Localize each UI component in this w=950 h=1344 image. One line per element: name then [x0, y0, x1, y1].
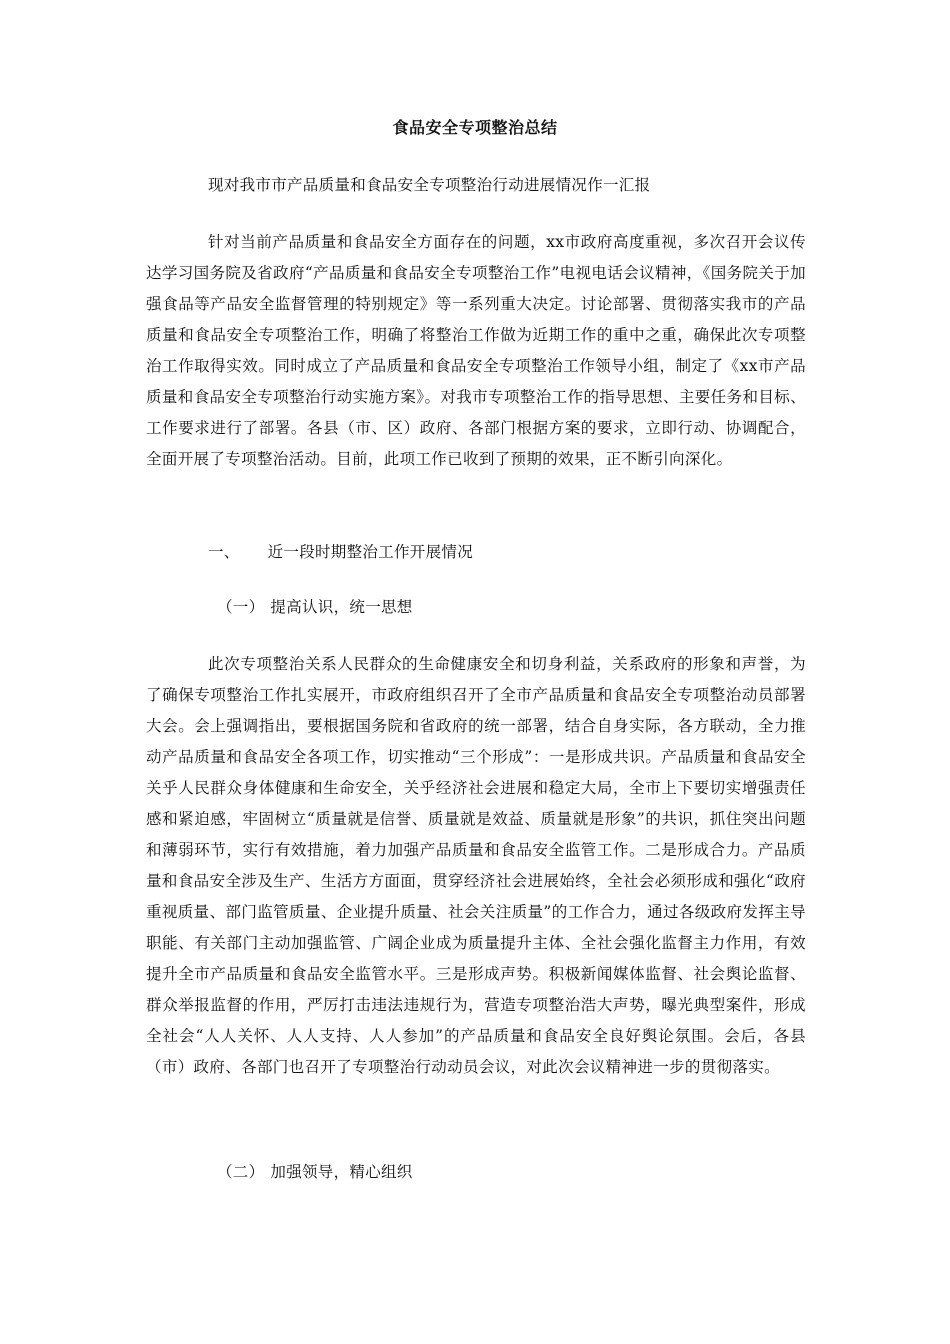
section-1-heading — [208, 541, 473, 563]
subsection-2-heading — [217, 1161, 413, 1183]
paragraph-2: 此次专项整治关系人民群众的生命健康安全和切身利益，关系政府的形象和声誉，为了确保专项整治工作扎实展开，市政府组织召开了全市产品质量和食品安全专项整治动员部署大会。会上强调指出，要根据国务院和省政府的统一部署，结合自身实际，各方联动，全力推动产品质量和食品安全各项工作，切实推动“三个形成”：一是形成共识。产品质量和食品安全关乎人民群众身体健康和生命安全，关乎经济社会进展和稳定大局，全市上下要切实增强责任感和紧迫感，牢固树立“质量就是信誉、质量就是效益、质量就是形象”的共识，抓住突出问题和薄弱环节，实行有效措施，着力加强产品质量和食品安全监管工作。二是形成合力。产品质量和食品安全涉及生产、生活方方面面，贯穿经济社会进展始终，全社会必须形成和强化“政府重视质量、部门监管质量、企业提升质量、社会关注质量”的工作合力，通过各级政府发挥主导职能、有关部门主动加强监管、广阔企业成为质量提升主体、全社会强化监督主力作用，有效提升全市产品质量和食品安全监管水平。三是形成声势。积极新闻媒体监督、社会舆论监督、群众举报监督的作用，严厉打击违法违规行为，营造专项整治浩大声势，曝光典型案件，形成全社会“人人关怀、人人支持、人人参加”的产品质量和食品安全良好舆论氛围。会后，各县（市）政府、各部门也召开了专项整治行动动员会议，对此次会议精神进一步的贯彻落实。 — [146, 655, 806, 1076]
section-1-number: 一、 — [208, 543, 240, 561]
subsection-2-number: （二） — [217, 1163, 265, 1181]
document-title: 食品安全专项整治总结 — [392, 118, 558, 137]
paragraph-1: 针对当前产品质量和食品安全方面存在的问题，xx市政府高度重视，多次召开会议传达学习国务院及省政府“产品质量和食品安全专项整治工作”电视电话会议精神，《国务院关于加强食品等产品安全监督管理的特别规定》等一系列重大决定。讨论部署、贯彻落实我市的产品质量和食品安全专项整治工作，明确了将整治工作做为近期工作的重中之重，确保此次专项整治工作取得实效。同时成立了产品质量和食品安全专项整治工作领导小组，制定了《xx市产品质量和食品安全专项整治行动实施方案》。对我市专项整治工作的指导思想、主要任务和目标、工作要求进行了部署。各县（市、区）政府、各部门根据方案的要求，立即行动、协调配合，全面开展了专项整治活动。目前，此项工作已收到了预期的效果，正不断引向深化。 — [146, 233, 806, 468]
subsection-1-number: （一） — [217, 598, 265, 616]
subsection-2-title: 加强领导，精心组织 — [270, 1163, 413, 1181]
subsection-1-title: 提高认识，统一思想 — [270, 598, 413, 616]
subsection-1-heading — [217, 596, 413, 618]
section-1-title: 近一段时期整治工作开展情况 — [267, 543, 474, 561]
intro-line: 现对我市市产品质量和食品安全专项整治行动进展情况作一汇报 — [208, 176, 651, 194]
